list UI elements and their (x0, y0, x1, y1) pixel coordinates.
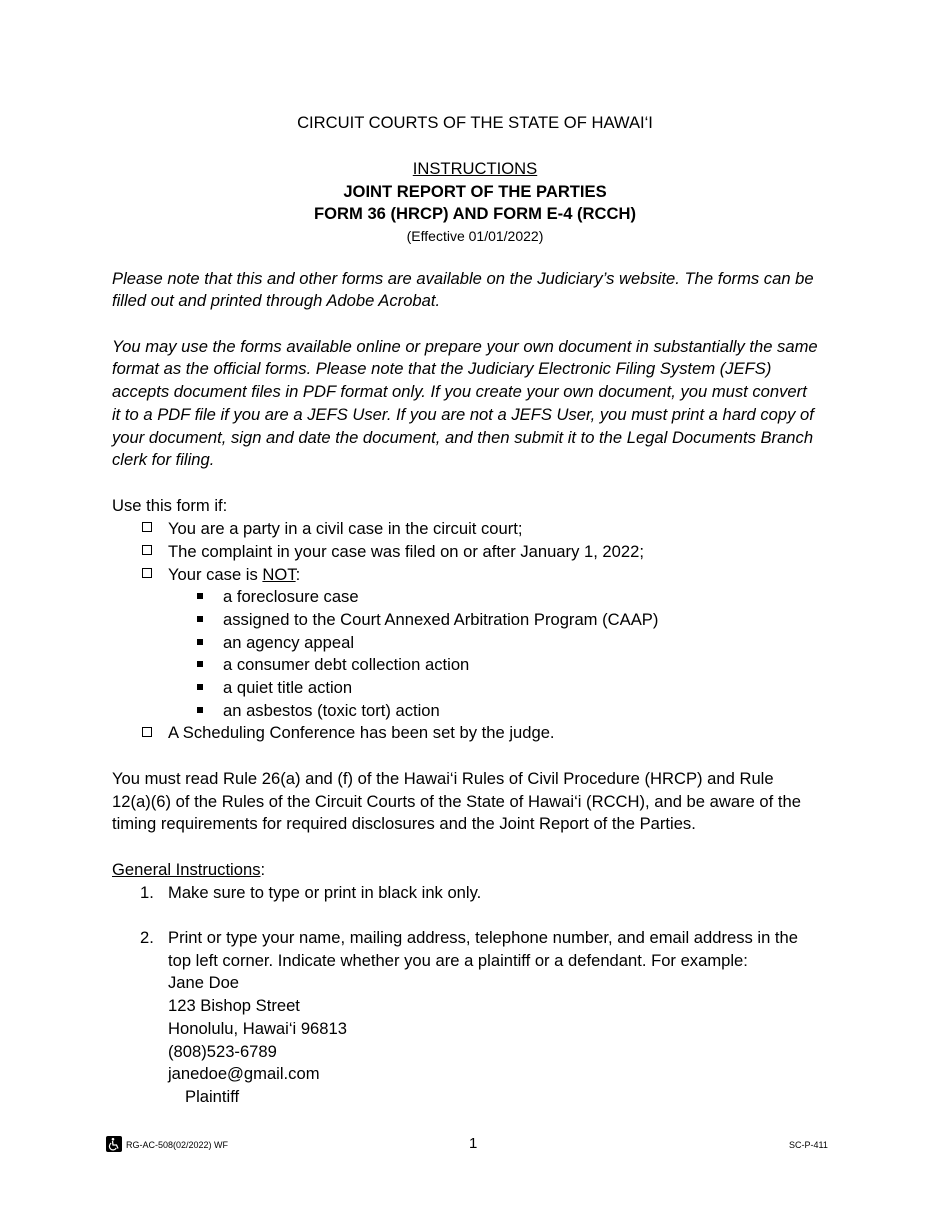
bullet-icon (197, 593, 203, 599)
bullet-icon (197, 684, 203, 690)
case-not-prefix: Your case is (168, 565, 263, 584)
general-heading-colon: : (260, 860, 266, 879)
note2-line: accepts document files in PDF format only. If you create your own document, you must convert (112, 382, 807, 401)
sub-item: a quiet title action (223, 678, 353, 697)
step-text: Make sure to type or print in black ink only. (168, 883, 482, 902)
form-title-line2: FORM 36 (HRCP) AND FORM E-4 (RCCH) (313, 204, 637, 223)
effective-date: (Effective 01/01/2022) (406, 228, 544, 244)
use-form-item: You are a party in a civil case in the circuit court; (168, 519, 523, 538)
rule-line: 12(a)(6) of the Rules of the Circuit Courts of the State of Hawai‘i (RCCH), and be aware of the (112, 792, 801, 811)
example-street: 123 Bishop Street (168, 996, 300, 1015)
court-heading: CIRCUIT COURTS OF THE STATE OF HAWAI‘I (297, 113, 653, 132)
example-name: Jane Doe (168, 973, 240, 992)
note2-line: clerk for filing. (112, 450, 215, 469)
sub-item: assigned to the Court Annexed Arbitration Program (CAAP) (223, 610, 659, 629)
example-city: Honolulu, Hawai‘i 96813 (168, 1019, 347, 1038)
step-number: 1. (140, 883, 154, 902)
general-heading (112, 859, 265, 881)
checkbox-icon (142, 522, 152, 532)
checkbox-icon (142, 545, 152, 555)
use-form-intro: Use this form if: (112, 496, 228, 515)
checkbox-icon (142, 568, 152, 578)
checkbox-icon (142, 727, 152, 737)
sub-item: a foreclosure case (223, 587, 359, 606)
case-not-suffix: : (295, 565, 301, 584)
bullet-icon (197, 639, 203, 645)
bullet-icon (197, 616, 203, 622)
accessibility-icon (106, 1136, 122, 1152)
note2-line: it to a PDF file if you are a JEFS User. If you are not a JEFS User, you must print a hard copy of (112, 405, 814, 424)
use-form-item: A Scheduling Conference has been set by the judge. (168, 723, 555, 742)
example-role: Plaintiff (185, 1087, 240, 1106)
form-code: RG-AC-508(02/2022) WF (126, 1140, 229, 1150)
use-form-item: The complaint in your case was filed on or after January 1, 2022; (168, 542, 644, 561)
accessibility-icon-graphic (106, 1136, 122, 1152)
example-email: janedoe@gmail.com (168, 1064, 320, 1083)
form-title-line1: JOINT REPORT OF THE PARTIES (343, 182, 607, 201)
note2-line: format as the official forms. Please note that the Judiciary Electronic Filing System (JEFS) (112, 359, 772, 378)
instructions-heading (0, 158, 950, 180)
sub-item: an agency appeal (223, 633, 355, 652)
instructions-label: INSTRUCTIONS (412, 159, 538, 178)
example-phone: (808)523-6789 (168, 1042, 277, 1061)
note2-line: your document, sign and date the document, and then submit it to the Legal Documents Branch (112, 428, 814, 447)
form-id: SC-P-411 (789, 1140, 828, 1150)
step-text: top left corner. Indicate whether you are a plaintiff or a defendant. For example: (168, 951, 748, 970)
rule-line: You must read Rule 26(a) and (f) of the Hawai‘i Rules of Civil Procedure (HRCP) and Rule (112, 769, 774, 788)
page-number: 1 (469, 1135, 478, 1152)
bullet-icon (197, 661, 203, 667)
case-not-emphasis: NOT (262, 565, 296, 584)
bullet-icon (197, 707, 203, 713)
step-number: 2. (140, 928, 154, 947)
use-form-item-case-not (168, 564, 300, 586)
rule-line: timing requirements for required disclosures and the Joint Report of the Parties. (112, 814, 696, 833)
step-text: Print or type your name, mailing address, telephone number, and email address in the (168, 928, 798, 947)
note1-line: Please note that this and other forms are available on the Judiciary’s website. The forms can be (112, 269, 814, 288)
sub-item: a consumer debt collection action (223, 655, 470, 674)
note2-line: You may use the forms available online or prepare your own document in substantially the same (112, 337, 818, 356)
note1-line: filled out and printed through Adobe Acrobat. (112, 291, 441, 310)
general-heading-label: General Instructions (112, 860, 261, 879)
sub-item: an asbestos (toxic tort) action (223, 701, 440, 720)
